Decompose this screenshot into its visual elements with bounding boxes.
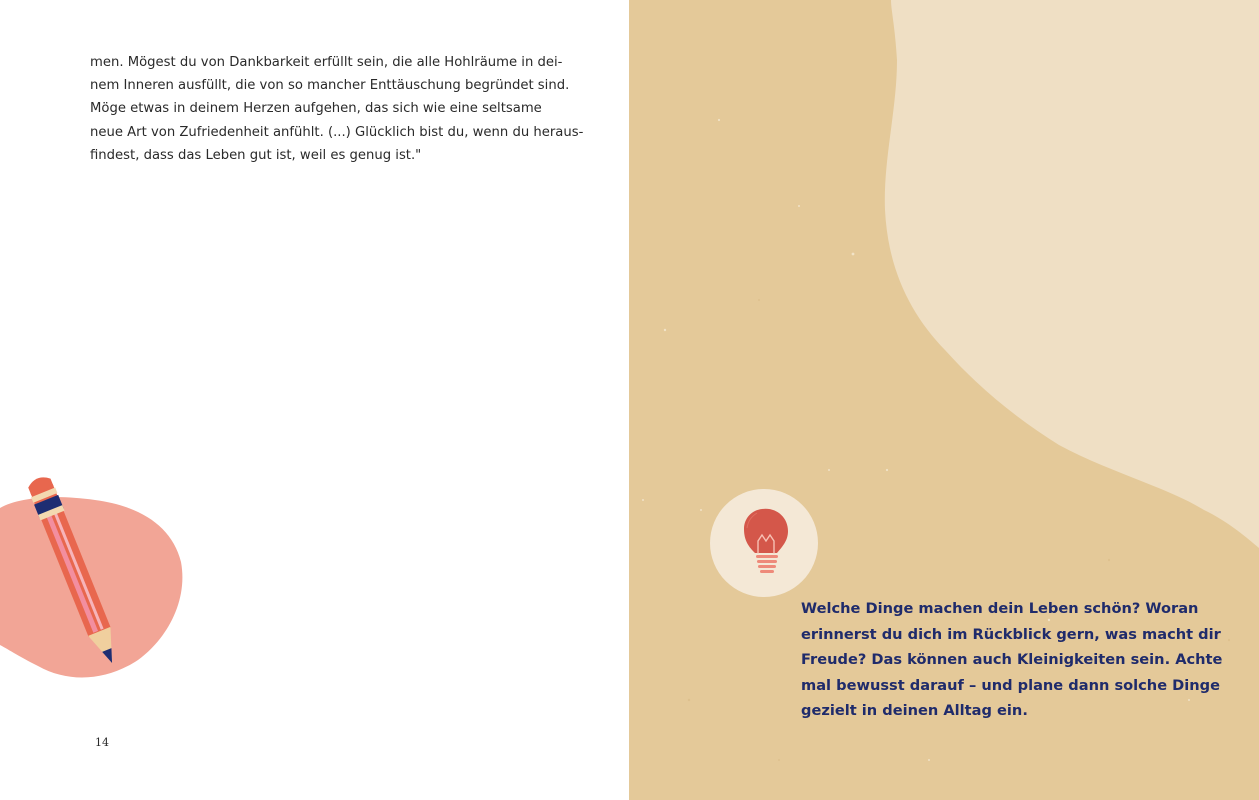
tip-line: mal bewusst darauf – und plane dann solche Dinge — [801, 676, 1221, 694]
tip-text — [801, 596, 1223, 724]
quote-line: neue Art von Zufriedenheit anfühlt. (...) Glücklich bist du, wenn du heraus- — [90, 124, 584, 140]
tip-line: erinnerst du dich im Rückblick gern, was macht dir — [801, 625, 1221, 643]
tip-line: Freude? Das können auch Kleinigkeiten sein. Achte — [801, 651, 1223, 668]
quote-line: findest, dass das Leben gut ist, weil es genug ist." — [90, 147, 422, 163]
quote-line: nem Inneren ausfüllt, die von so mancher Enttäuschung begründet sind. — [90, 78, 570, 94]
lightbulb-badge — [710, 489, 818, 597]
quote-text — [90, 51, 584, 167]
pencil-illustration — [0, 470, 200, 710]
tip-line: gezielt in deinen Alltag ein. — [801, 702, 1028, 719]
right-page — [629, 0, 1259, 800]
tip-line: Welche Dinge machen dein Leben schön? Woran — [801, 600, 1199, 617]
quote-line: men. Mögest du von Dankbarkeit erfüllt sein, die alle Hohlräume in dei- — [90, 55, 563, 70]
quote-line: Möge etwas in deinem Herzen aufgehen, das sich wie eine seltsame — [90, 101, 542, 117]
page-number: 14 — [95, 736, 109, 749]
lightbulb-icon — [710, 489, 818, 597]
left-page — [0, 0, 629, 800]
